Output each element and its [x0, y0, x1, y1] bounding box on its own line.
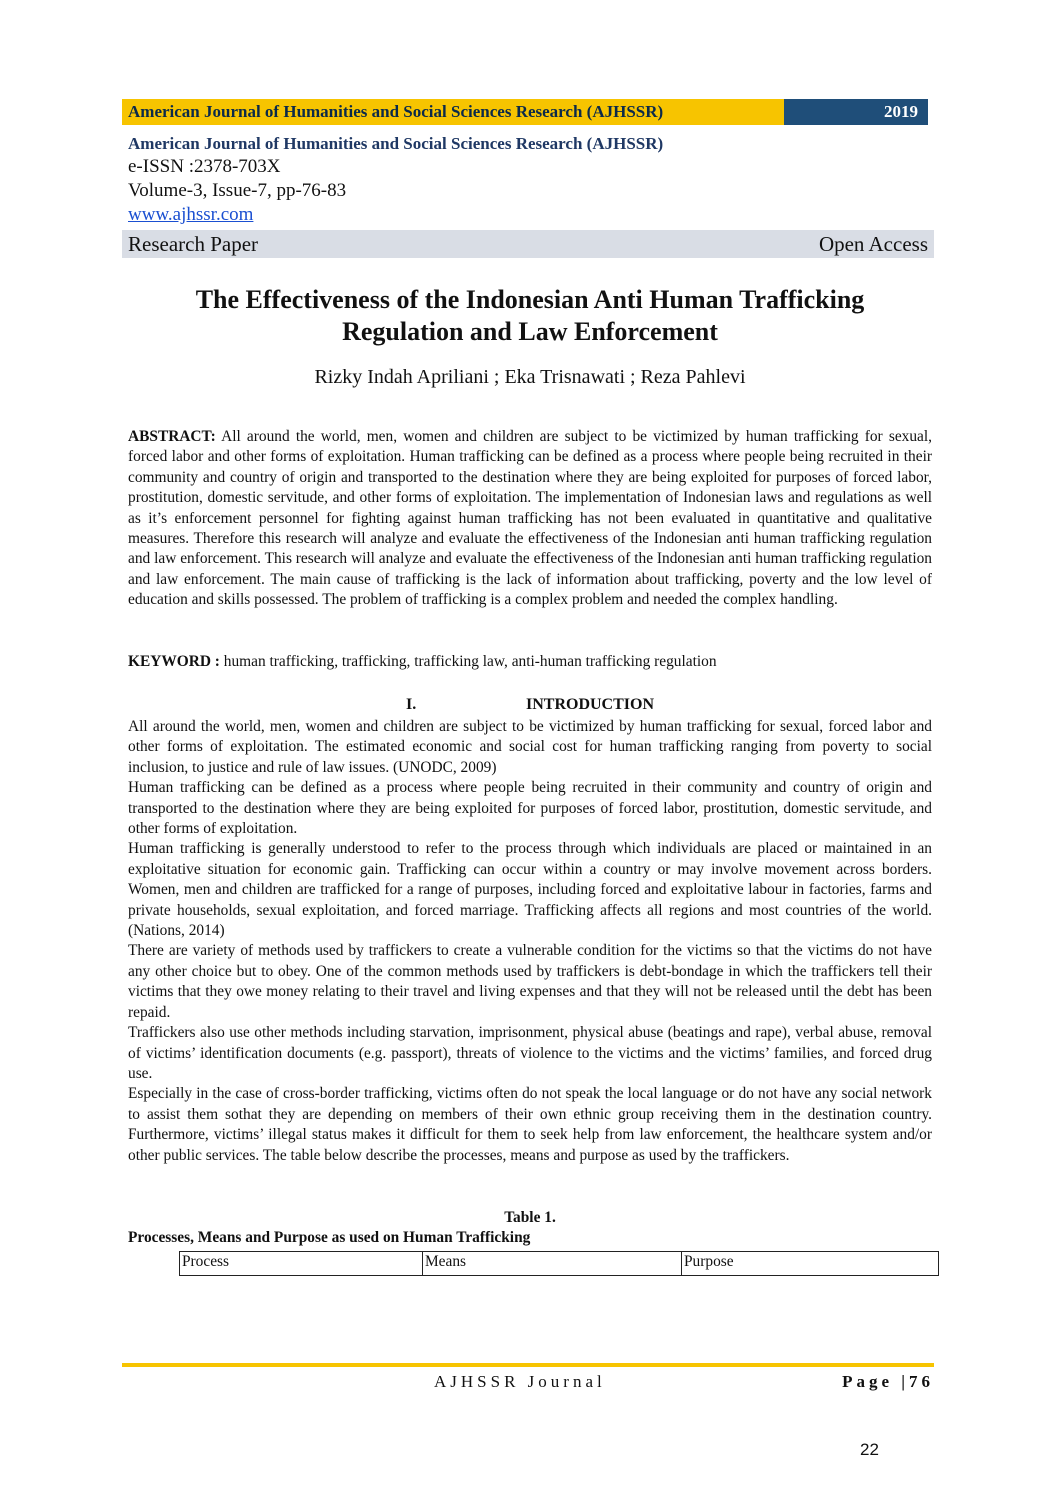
table-title: Processes, Means and Purpose as used on Human Trafficking — [128, 1229, 531, 1246]
journal-banner — [122, 99, 928, 125]
intro-paragraph: There are variety of methods used by traffickers to create a vulnerable condition for the victims so that the victims do not have any other choice but to obey. One of the common methods used by traffickers is debt-bondage in which the traffickers tell their victims that they owe money relating to their travel and living expenses and that they will not be released until the debt has been repaid. — [128, 942, 932, 1021]
abstract — [128, 427, 932, 611]
intro-paragraph: Traffickers also use other methods including starvation, imprisonment, physical abuse (beatings and rape), verbal abuse, removal of victims’ identification documents (e.g. passport), threats of violence to the victims and the victims’ families, and forced drug use. — [128, 1024, 932, 1082]
keyword-text: human trafficking, trafficking, trafficking law, anti-human trafficking regulation — [223, 653, 717, 670]
page-number: 22 — [860, 1440, 879, 1459]
table-header-row — [179, 1251, 939, 1276]
section-title: INTRODUCTION — [525, 696, 654, 713]
banner-journal-name: American Journal of Humanities and Social Sciences Research (AJHSSR) — [122, 99, 784, 125]
abstract-label: ABSTRACT: — [128, 428, 216, 445]
table-caption — [128, 1208, 932, 1248]
introduction-body — [128, 717, 932, 1166]
banner-year: 2019 — [784, 99, 928, 125]
paper-type-bar — [122, 230, 934, 258]
paper-type: Research Paper — [128, 231, 259, 256]
journal-meta — [128, 133, 934, 227]
keywords — [128, 652, 932, 672]
table-header-purpose: Purpose — [684, 1253, 734, 1270]
table-header-means: Means — [423, 1252, 682, 1275]
footer-divider — [122, 1363, 934, 1367]
meta-issn: e-ISSN :2378-703X — [128, 156, 281, 177]
intro-paragraph: Human trafficking can be defined as a process where people being recruited in their community and country of origin and transported to the destination where they are being exploited for purposes of forced labor, prostitution, domestic servitude, and other forms of exploitation. — [128, 779, 932, 838]
intro-paragraph: All around the world, men, women and children are subject to be victimized by human trafficking for sexual, forced labor and other forms of exploitation. The estimated economic and social cost for human trafficking ranging from poverty to social inclusion, to justice and rule of law issues. (UNODC, 2009) — [128, 718, 932, 776]
table-header-process: Process — [180, 1252, 423, 1275]
journal-url-link[interactable]: www.ajhssr.com — [128, 204, 254, 225]
section-heading-introduction — [128, 696, 932, 714]
authors: Rizky Indah Apriliani ; Eka Trisnawati ; Reza Pahlevi — [314, 366, 746, 388]
intro-paragraph: Especially in the case of cross-border trafficking, victims often do not speak the local language or do not have any social network to assist them sothat they are depending on members of their own ethnic group receiving them in the destination country. Furthermore, victims’ illegal status makes it difficult for them to seek help from law enforcement, the healthcare system and/or other public services. The table below describe the processes, means and purpose as used by the traffickers. — [128, 1085, 932, 1164]
footer-page-label: Page |76 — [842, 1372, 934, 1391]
access-type: Open Access — [818, 231, 928, 256]
keyword-label: KEYWORD : — [128, 653, 220, 670]
paper-title — [120, 284, 940, 348]
title-line-2: Regulation and Law Enforcement — [342, 317, 718, 346]
meta-journal-name: American Journal of Humanities and Social Sciences Research (AJHSSR) — [128, 134, 664, 153]
section-number: I. — [405, 696, 417, 713]
meta-volume: Volume-3, Issue-7, pp-76-83 — [128, 180, 347, 201]
title-line-1: The Effectiveness of the Indonesian Anti Human Trafficking — [195, 285, 865, 314]
footer-journal: AJHSSR Journal — [434, 1372, 606, 1391]
abstract-text: All around the world, men, women and children are subject to be victimized by human trafficking for sexual, forced labor and other forms of exploitation. Human trafficking can be defined as a process where people being recruited in their community and country of origin and transported to the destination where they are being exploited for purposes of forced labor, prostitution, domestic servitude, and other forms of exploitation. The implementation of Indonesian laws and regulations as well as it’s enforcement personnel for fighting against human trafficking has not been evaluated in quantitative and qualitative measures. Therefore this research will analyze and evaluate the effectiveness of the Indonesian anti human trafficking regulation and law enforcement. This research will analyze and evaluate the effectiveness of the Indonesian anti human trafficking regulation and law enforcement. The main cause of trafficking is the lack of information about trafficking, poverty and the low level of education and skills possessed. The problem of trafficking is a complex problem and needed the complex handling. — [128, 428, 932, 609]
intro-paragraph: Human trafficking is generally understood to refer to the process through which individuals are placed or maintained in an exploitative situation for economic gain. Trafficking can occur within a country or may involve movement across borders. Women, men and children are trafficked for a range of purposes, including forced and exploitative labour in factories, farms and private households, sexual exploitation, and forced marriage. Trafficking affects all regions and most countries of the world. (Nations, 2014) — [128, 840, 932, 940]
table-number: Table 1. — [504, 1209, 556, 1226]
